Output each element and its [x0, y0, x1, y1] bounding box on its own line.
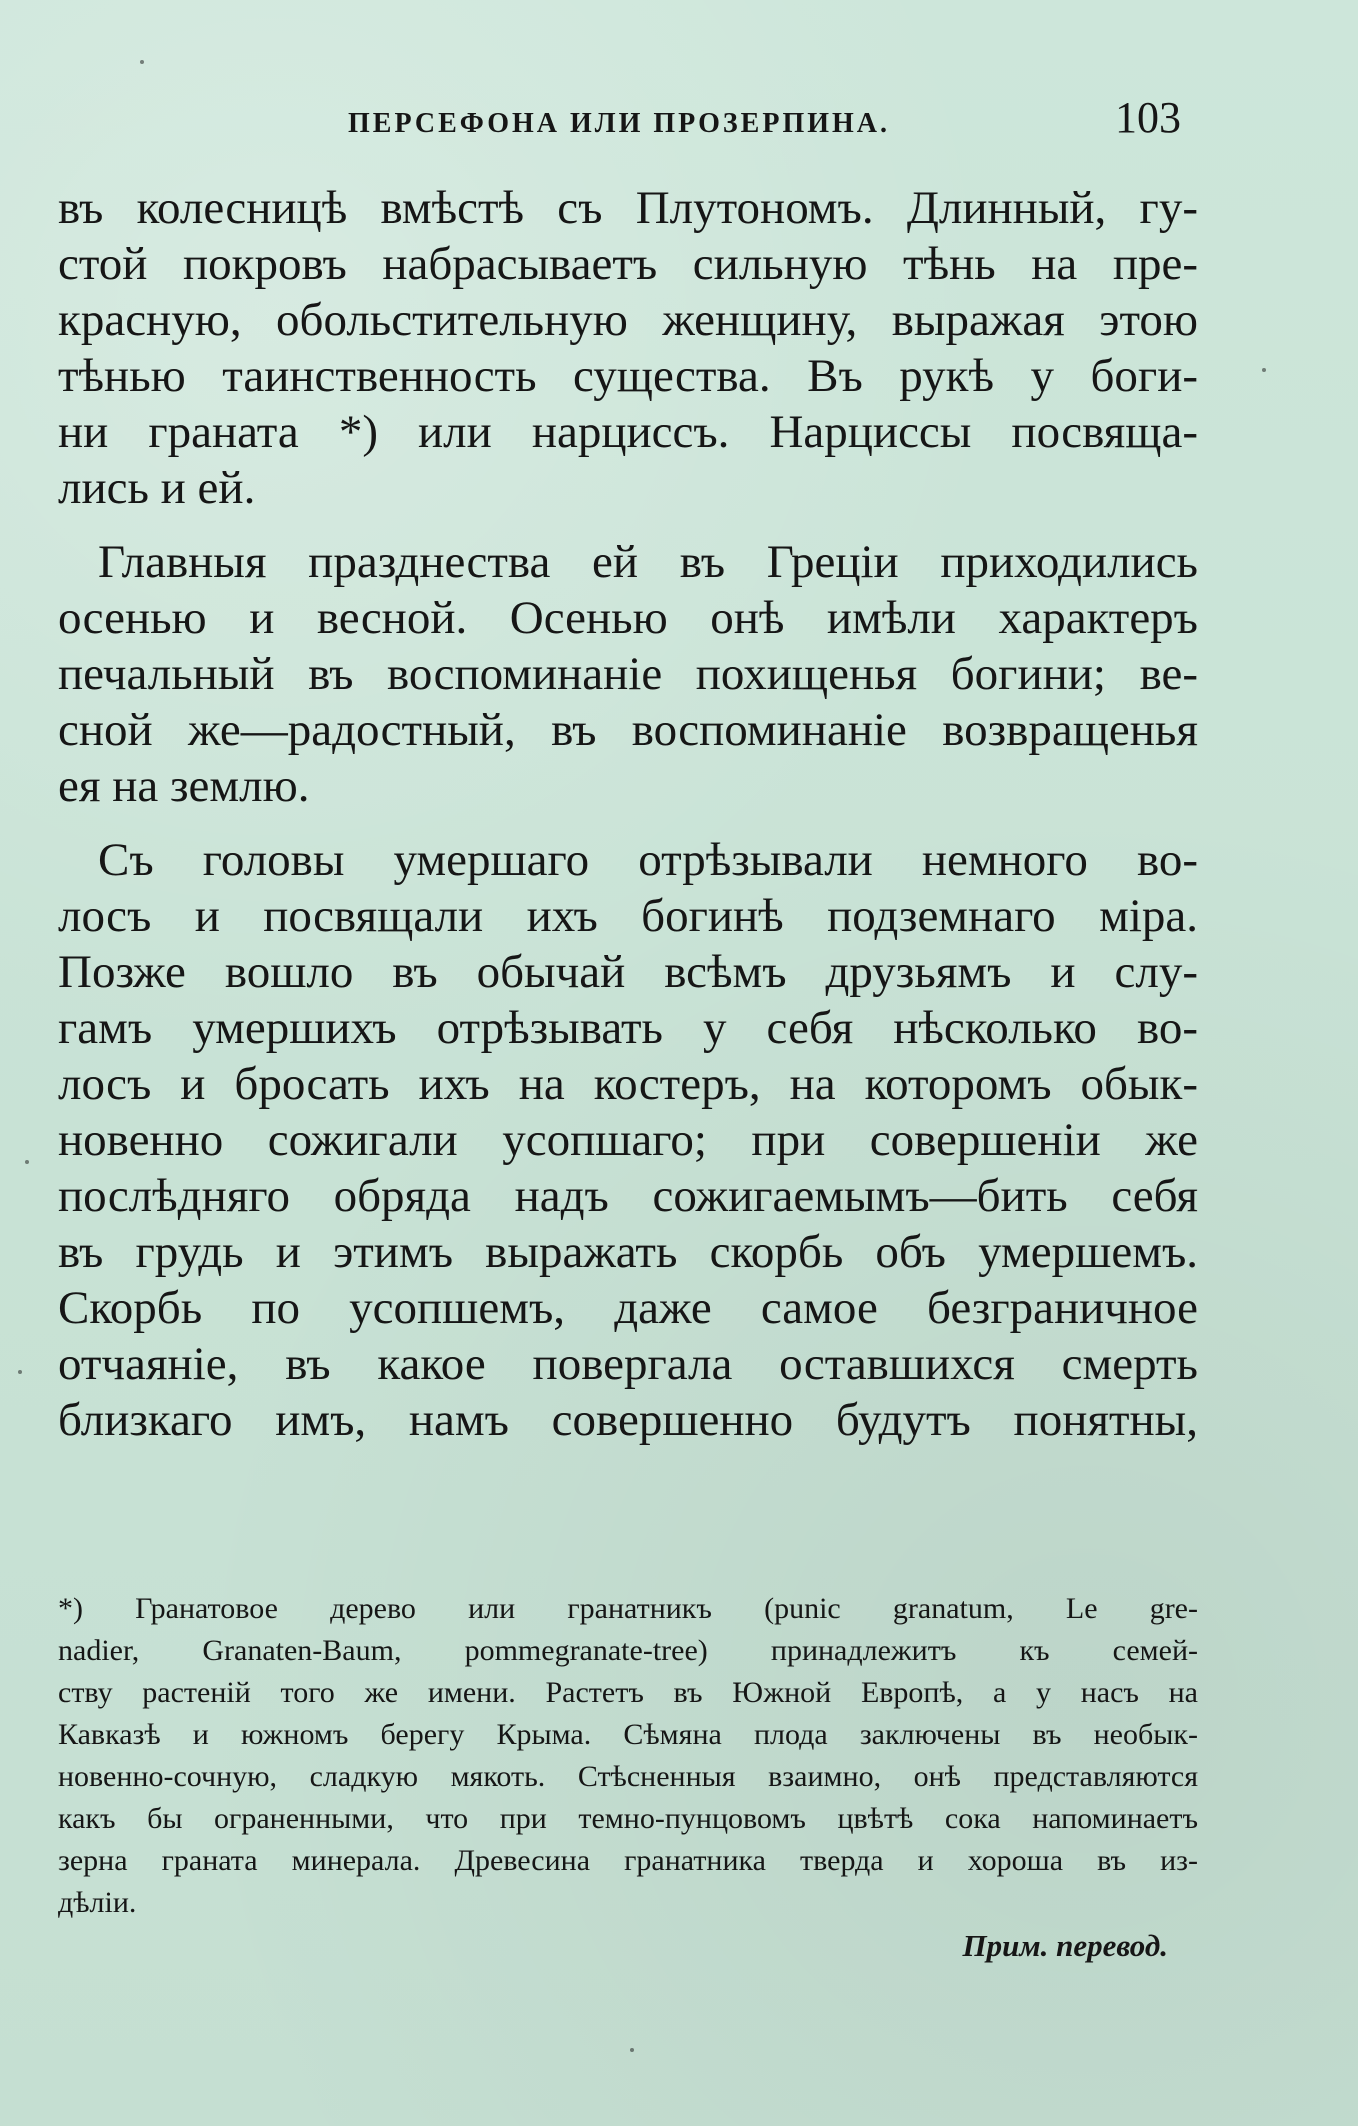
footnote: [58, 1588, 1198, 1924]
translator-note: Прим. перевод.: [962, 1928, 1168, 1963]
text-line: лись и ей.: [58, 462, 256, 514]
main-text: [58, 180, 1198, 1448]
page-number: 103: [1115, 93, 1181, 142]
text-line: Съ головы умершаго отрѣзывали немного во-: [98, 834, 1198, 886]
text-line: Скорбь по усопшемъ, даже самое безграничное: [58, 1282, 1198, 1334]
footnote-line: зерна граната минерала. Древесина гранатника тверда и хороша въ из-: [58, 1844, 1198, 1877]
text-line: печальный въ воспоминаніе похищенья богини; ве-: [58, 648, 1198, 700]
text-line: Главныя празднества ей въ Греціи приходились: [98, 536, 1198, 588]
footnote-line: ству растеній того же имени. Растетъ въ Южной Европѣ, а у насъ на: [58, 1676, 1198, 1709]
print-speck: [1262, 368, 1266, 372]
text-line: послѣдняго обряда надъ сожигаемымъ—бить себя: [58, 1170, 1198, 1222]
text-line: новенно сожигали усопшаго; при совершеніи же: [58, 1114, 1198, 1166]
paragraph-1: [58, 180, 1198, 516]
text-line: въ колесницѣ вмѣстѣ съ Плутономъ. Длинный, гу-: [58, 182, 1198, 234]
text-line: красную, обольстительную женщину, выражая этою: [58, 294, 1198, 346]
page-header: [348, 93, 1278, 166]
text-line: стой покровъ набрасываетъ сильную тѣнь на пре-: [58, 238, 1198, 290]
footnote-line: Кавказѣ и южномъ берегу Крыма. Сѣмяна плода заключены въ необык-: [58, 1718, 1198, 1751]
footnote-line: новенно-сочную, сладкую мякоть. Стѣсненныя взаимно, онѣ представляются: [58, 1760, 1198, 1793]
paragraph-2: [58, 534, 1198, 814]
footnote-line: *) Гранатовое дерево или гранатникъ (punic granatum, Le gre-: [58, 1592, 1198, 1625]
text-line: осенью и весной. Осенью онѣ имѣли характеръ: [58, 592, 1198, 644]
text-line: близкаго имъ, намъ совершенно будутъ понятны,: [58, 1394, 1198, 1446]
text-line: гамъ умершихъ отрѣзывать у себя нѣсколько во-: [58, 1002, 1198, 1054]
text-line: въ грудь и этимъ выражать скорбь объ умершемъ.: [58, 1226, 1198, 1278]
text-line: отчаяніе, въ какое повергала оставшихся смерть: [58, 1338, 1198, 1390]
print-speck: [25, 1160, 29, 1164]
footnote-line: дѣліи.: [58, 1886, 137, 1919]
paragraph-3: [58, 832, 1198, 1448]
text-line: ея на землю.: [58, 760, 310, 812]
footnote-line: какъ бы ограненными, что при темно-пунцовомъ цвѣтѣ сока напоминаетъ: [58, 1802, 1198, 1835]
text-line: Позже вошло въ обычай всѣмъ друзьямъ и слу-: [58, 946, 1198, 998]
print-speck: [630, 2048, 634, 2052]
running-title: ПЕРСЕФОНА ИЛИ ПРОЗЕРПИНА.: [348, 108, 891, 139]
print-speck: [18, 1370, 22, 1374]
footnote-line: nadier, Granaten-Baum, pommegranate-tree) принадлежитъ къ семей-: [58, 1634, 1198, 1667]
text-line: лосъ и посвящали ихъ богинѣ подземнаго міра.: [58, 890, 1198, 942]
print-speck: [140, 60, 144, 64]
text-line: тѣнью таинственность существа. Въ рукѣ у боги-: [58, 350, 1198, 402]
text-line: ни граната *) или нарциссъ. Нарциссы посвяща-: [58, 406, 1198, 458]
text-line: лосъ и бросать ихъ на костеръ, на которомъ обык-: [58, 1058, 1198, 1110]
text-line: сной же—радостный, въ воспоминаніе возвращенья: [58, 704, 1198, 756]
